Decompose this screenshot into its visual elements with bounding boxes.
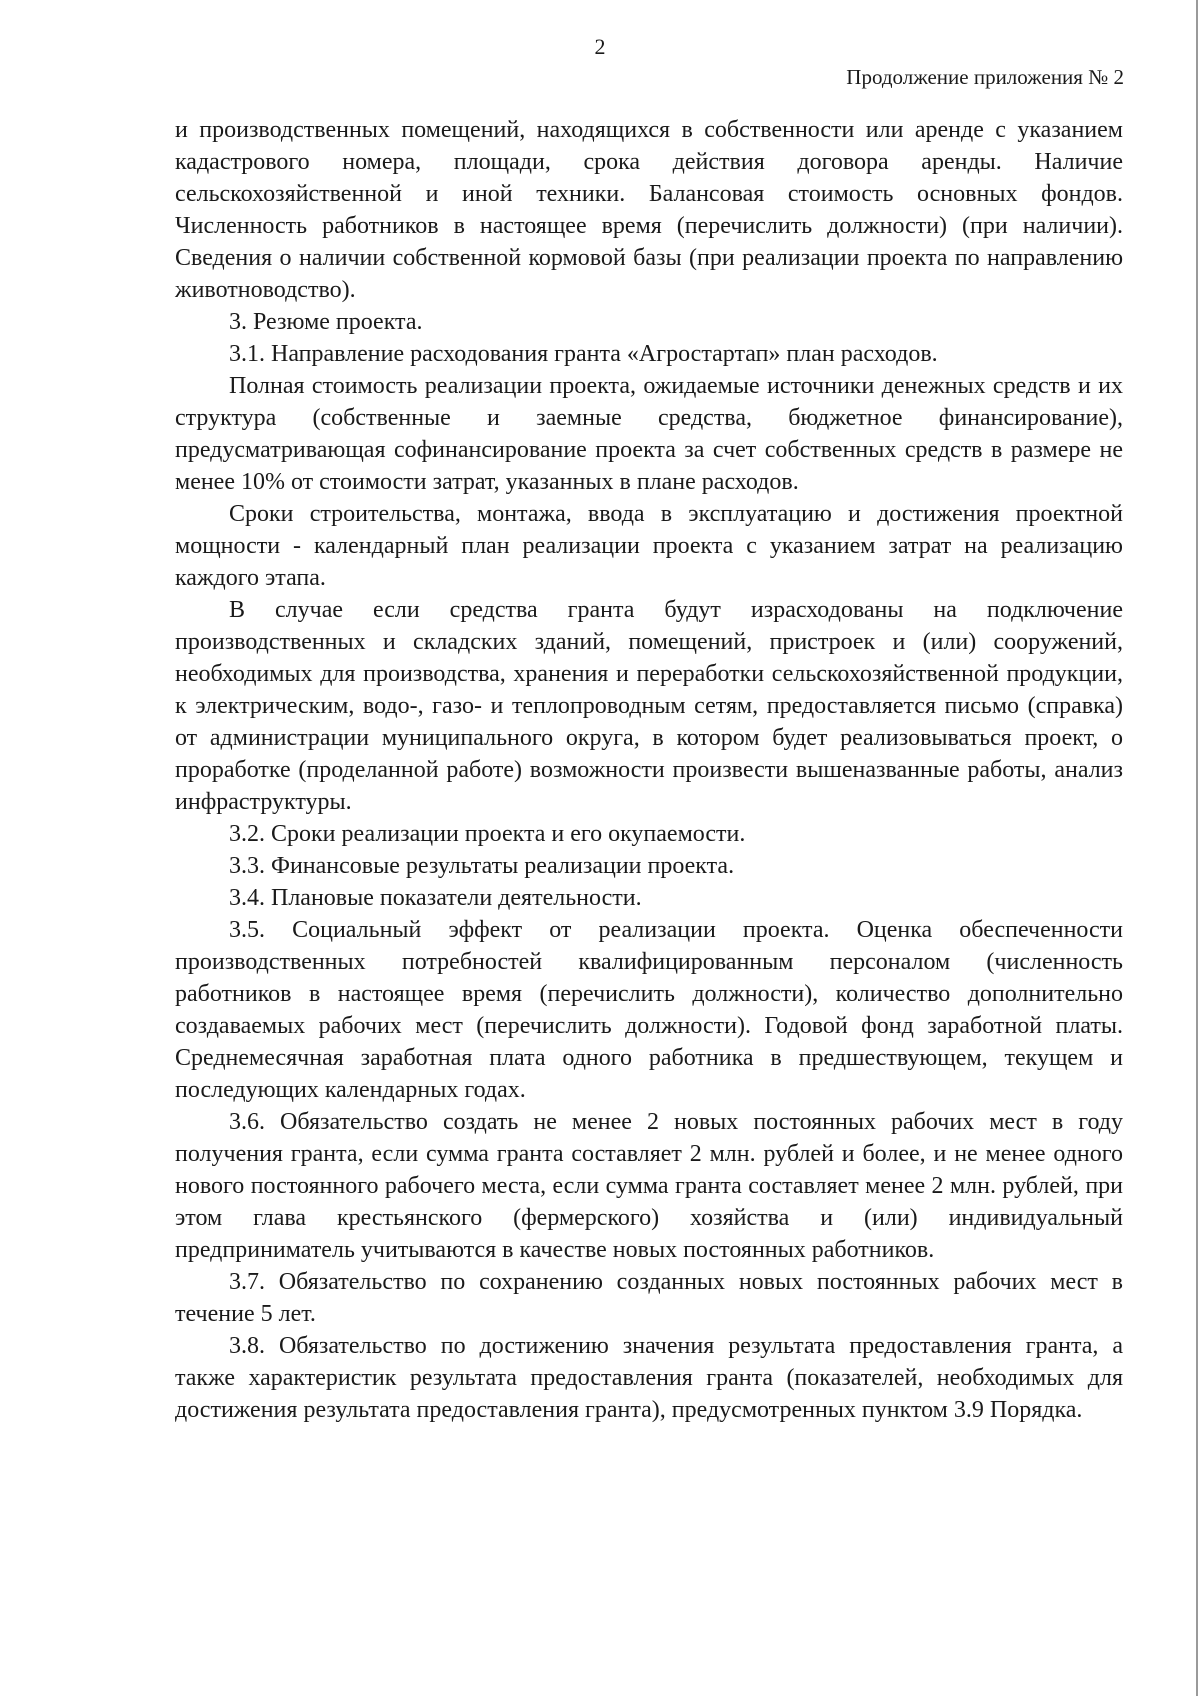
paragraph: 3. Резюме проекта. <box>229 309 423 335</box>
paragraph: Сроки строительства, монтажа, ввода в эксплуатацию и достижения проектной мощности - календарный план реализации проекта с указанием затрат на реализацию каждого этапа. <box>175 501 1123 591</box>
page-number: 2 <box>594 34 606 59</box>
paragraph: 3.1. Направление расходования гранта «Агростартап» план расходов. <box>229 341 938 367</box>
scan-page-edge <box>1196 0 1198 1696</box>
paragraph: 3.5. Социальный эффект от реализации проекта. Оценка обеспеченности производственных потребностей квалифицированным персоналом (численность работников в настоящее время (перечислить должности), количество дополнительно создаваемых рабочих мест (перечислить должности). Годовой фонд заработной платы. Среднемесячная заработная плата одного работника в предшествующем, текущем и последующих календарных годах. <box>175 917 1123 1103</box>
paragraph: 3.3. Финансовые результаты реализации проекта. <box>229 853 735 879</box>
paragraph: 3.4. Плановые показатели деятельности. <box>229 885 642 911</box>
paragraph: и производственных помещений, находящихся в собственности или аренде с указанием кадастрового номера, площади, срока действия договора аренды. Наличие сельскохозяйственной и иной техники. Балансовая стоимость основных фондов. Численность работников в настоящее время (перечислить должности) (при наличии). Сведения о наличии собственной кормовой базы (при реализации проекта по направлению животноводство). <box>175 117 1123 303</box>
document-body <box>175 114 1123 1426</box>
paragraph: Полная стоимость реализации проекта, ожидаемые источники денежных средств и их структура (собственные и заемные средства, бюджетное финансирование), предусматривающая софинансирование проекта за счет собственных средств в размере не менее 10% от стоимости затрат, указанных в плане расходов. <box>175 373 1123 495</box>
paragraph: 3.8. Обязательство по достижению значения результата предоставления гранта, а также характеристик результата предоставления гранта (показателей, необходимых для достижения результата предоставления гранта), предусмотренных пунктом 3.9 Порядка. <box>175 1333 1123 1423</box>
paragraph: В случае если средства гранта будут израсходованы на подключение производственных и складских зданий, помещений, пристроек и (или) сооружений, необходимых для производства, хранения и переработки сельскохозяйственной продукции, к электрическим, водо-, газо- и теплопроводным сетям, предоставляется письмо (справка) от администрации муниципального округа, в котором будет реализовываться проект, о проработке (проделанной работе) возможности произвести вышеназванные работы, анализ инфраструктуры. <box>175 597 1123 815</box>
paragraph: 3.2. Сроки реализации проекта и его окупаемости. <box>229 821 746 847</box>
appendix-continuation-note: Продолжение приложения № 2 <box>846 65 1124 89</box>
paragraph: 3.7. Обязательство по сохранению созданных новых постоянных рабочих мест в течение 5 лет. <box>175 1269 1123 1327</box>
paragraph: 3.6. Обязательство создать не менее 2 новых постоянных рабочих мест в году получения гранта, если сумма гранта составляет 2 млн. рублей и более, и не менее одного нового постоянного рабочего места, если сумма гранта составляет менее 2 млн. рублей, при этом глава крестьянского (фермерского) хозяйства и (или) индивидуальный предприниматель учитываются в качестве новых постоянных работников. <box>175 1109 1123 1263</box>
